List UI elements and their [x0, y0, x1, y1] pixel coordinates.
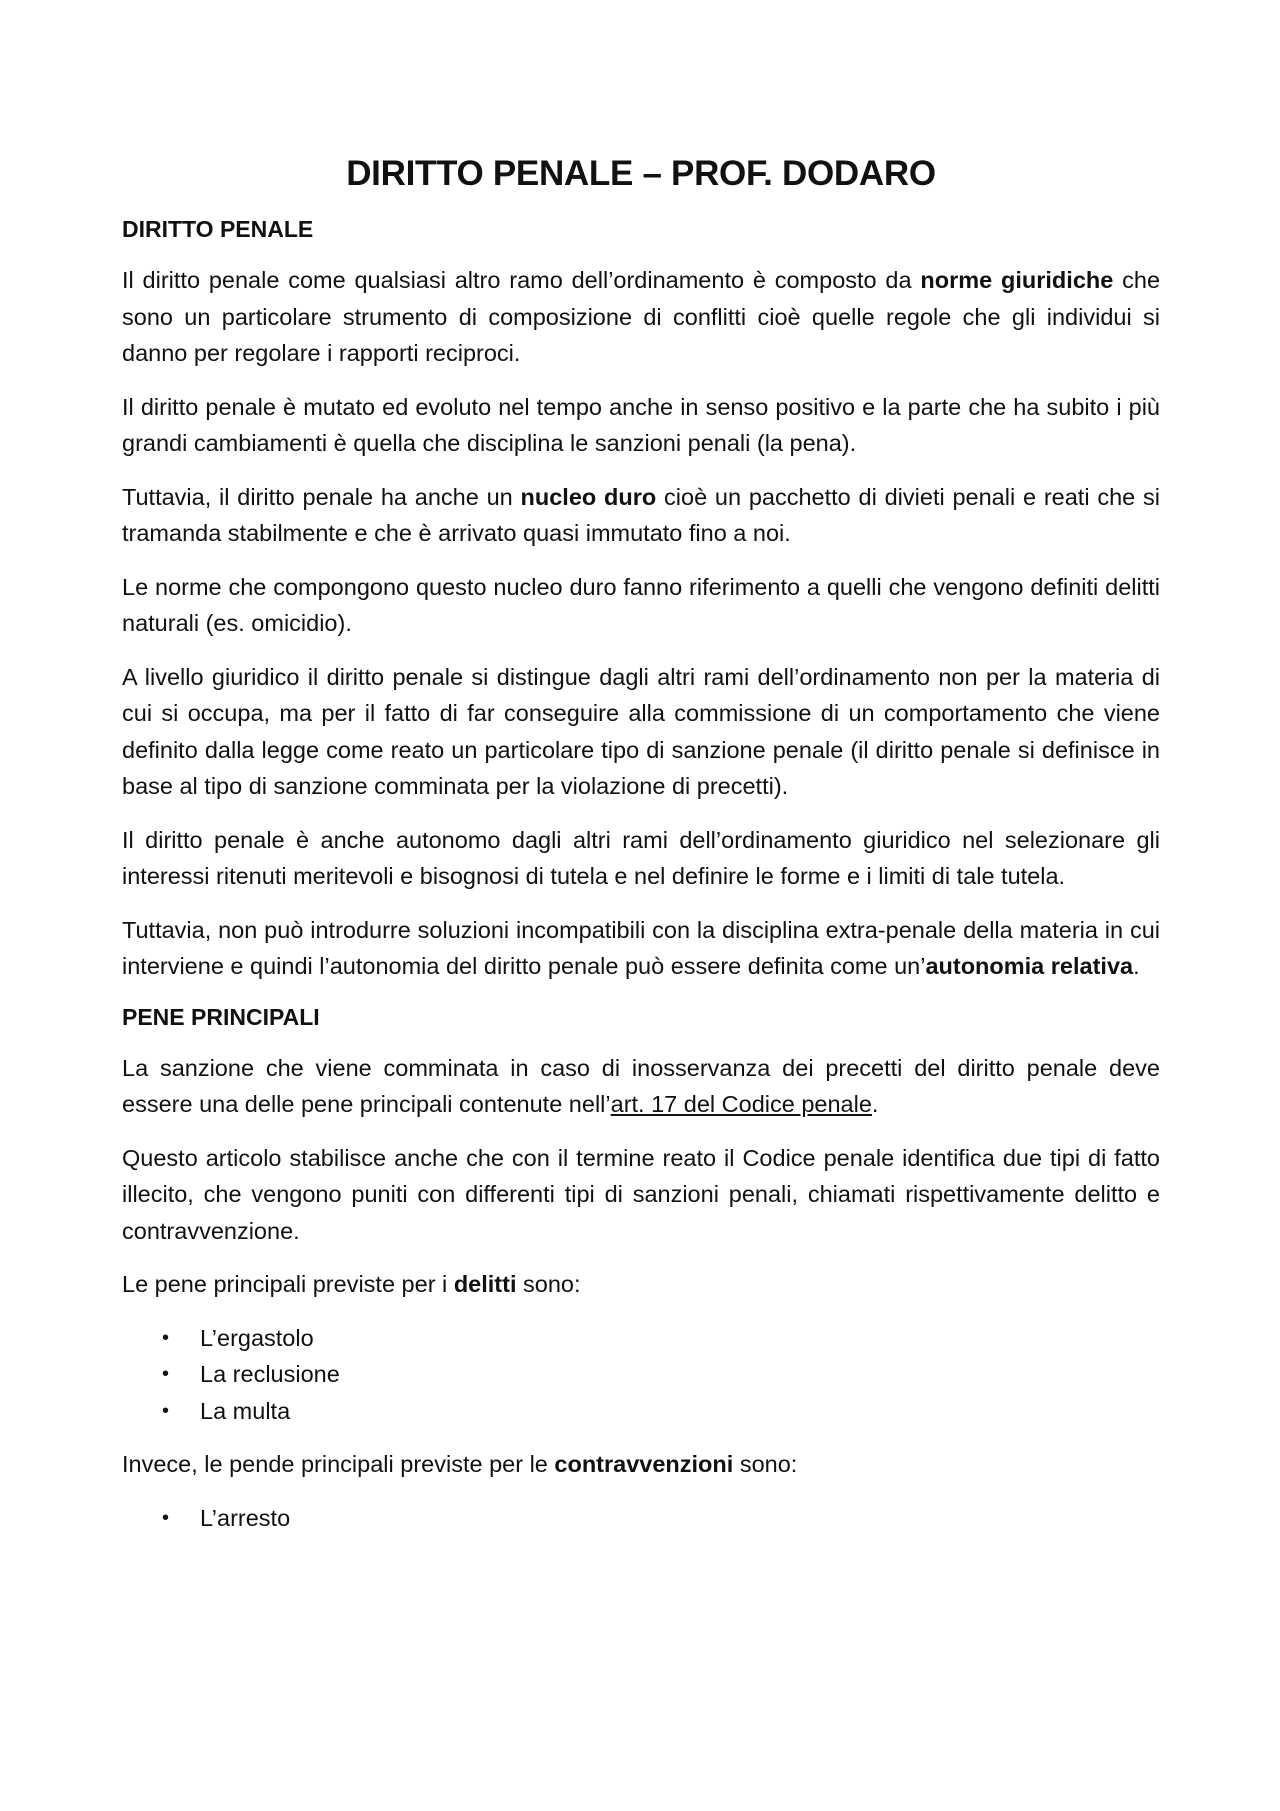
section-heading-diritto-penale: DIRITTO PENALE	[122, 216, 314, 242]
document-title: DIRITTO PENALE – PROF. DODARO	[346, 154, 936, 193]
contravvenzioni-list	[122, 1500, 1160, 1537]
paragraph-evoluzione: Il diritto penale è mutato ed evoluto nel tempo anche in senso positivo e la parte che ha subito i più grandi cambiamenti è quella che disciplina le sanzioni penali (la pena).	[122, 393, 1160, 456]
bullet-icon: •	[162, 1326, 170, 1349]
paragraph-autonomia-relativa: Tuttavia, non può introdurre soluzioni incompatibili con la disciplina extra-penale della materia in cui interviene e quindi l’autonomia del diritto penale può essere definita come un’autonomia relativa.	[122, 916, 1160, 979]
paragraph-nucleo-duro: Tuttavia, il diritto penale ha anche un nucleo duro cioè un pacchetto di divieti penali e reati che si tramanda stabilmente e che è arrivato quasi immutato fino a noi.	[122, 483, 1160, 546]
bold-autonomia-relativa: autonomia relativa	[925, 953, 1134, 979]
list-item: • L’ergastolo	[122, 1320, 1160, 1357]
paragraph-articolo: Questo articolo stabilisce anche che con il termine reato il Codice penale identifica due tipi di fatto illecito, che vengono puniti con differenti tipi di sanzioni penali, chiamati rispettivamente delitto e contravvenzione.	[122, 1144, 1160, 1244]
paragraph-pene-delitti: Le pene principali previste per i delitti sono:	[122, 1271, 581, 1297]
paragraph-norme-giuridiche: Il diritto penale come qualsiasi altro ramo dell’ordinamento è composto da norme giuridiche che sono un particolare strumento di composizione di conflitti cioè quelle regole che gli individui si danno per regolare i rapporti reciproci.	[122, 267, 1161, 366]
bullet-icon: •	[162, 1363, 170, 1385]
list-item: • L’arresto	[122, 1500, 1160, 1537]
bold-contravvenzioni: contravvenzioni	[554, 1451, 734, 1477]
bold-norme-giuridiche: norme giuridiche	[920, 267, 1114, 293]
link-art-17[interactable]: art. 17 del Codice penale	[610, 1091, 872, 1117]
bold-nucleo-duro: nucleo duro	[520, 483, 657, 510]
bullet-icon: •	[162, 1506, 170, 1529]
list-item: • La multa	[122, 1393, 1160, 1430]
bullet-icon: •	[162, 1399, 170, 1422]
delitti-list	[122, 1320, 1160, 1430]
paragraph-delitti-naturali: Le norme che compongono questo nucleo duro fanno riferimento a quelli che vengono definiti delitti naturali (es. omicidio).	[122, 573, 1160, 636]
bold-delitti: delitti	[453, 1271, 517, 1297]
section-heading-pene-principali: PENE PRINCIPALI	[122, 1003, 320, 1030]
paragraph-pene-contravvenzioni: Invece, le pende principali previste per le contravvenzioni sono:	[122, 1451, 798, 1477]
paragraph-autonomia: Il diritto penale è anche autonomo dagli altri rami dell’ordinamento giuridico nel selezionare gli interessi ritenuti meritevoli e bisognosi di tutela e nel definire le forme e i limiti di tale tutela.	[122, 826, 1160, 889]
paragraph-livello-giuridico: A livello giuridico il diritto penale si distingue dagli altri rami dell’ordinamento non per la materia di cui si occupa, ma per il fatto di far conseguire alla commissione di un comportamento che viene definito dalla legge come reato un particolare tipo di sanzione penale (il diritto penale si definisce in base al tipo di sanzione comminata per la violazione di precetti).	[122, 663, 1160, 799]
document-page	[122, 152, 1160, 1553]
list-item: • La reclusione	[122, 1356, 1160, 1393]
paragraph-sanzione: La sanzione che viene comminata in caso di inosservanza dei precetti del diritto penale deve essere una delle pene principali contenute nell’art. 17 del Codice penale.	[122, 1054, 1160, 1117]
